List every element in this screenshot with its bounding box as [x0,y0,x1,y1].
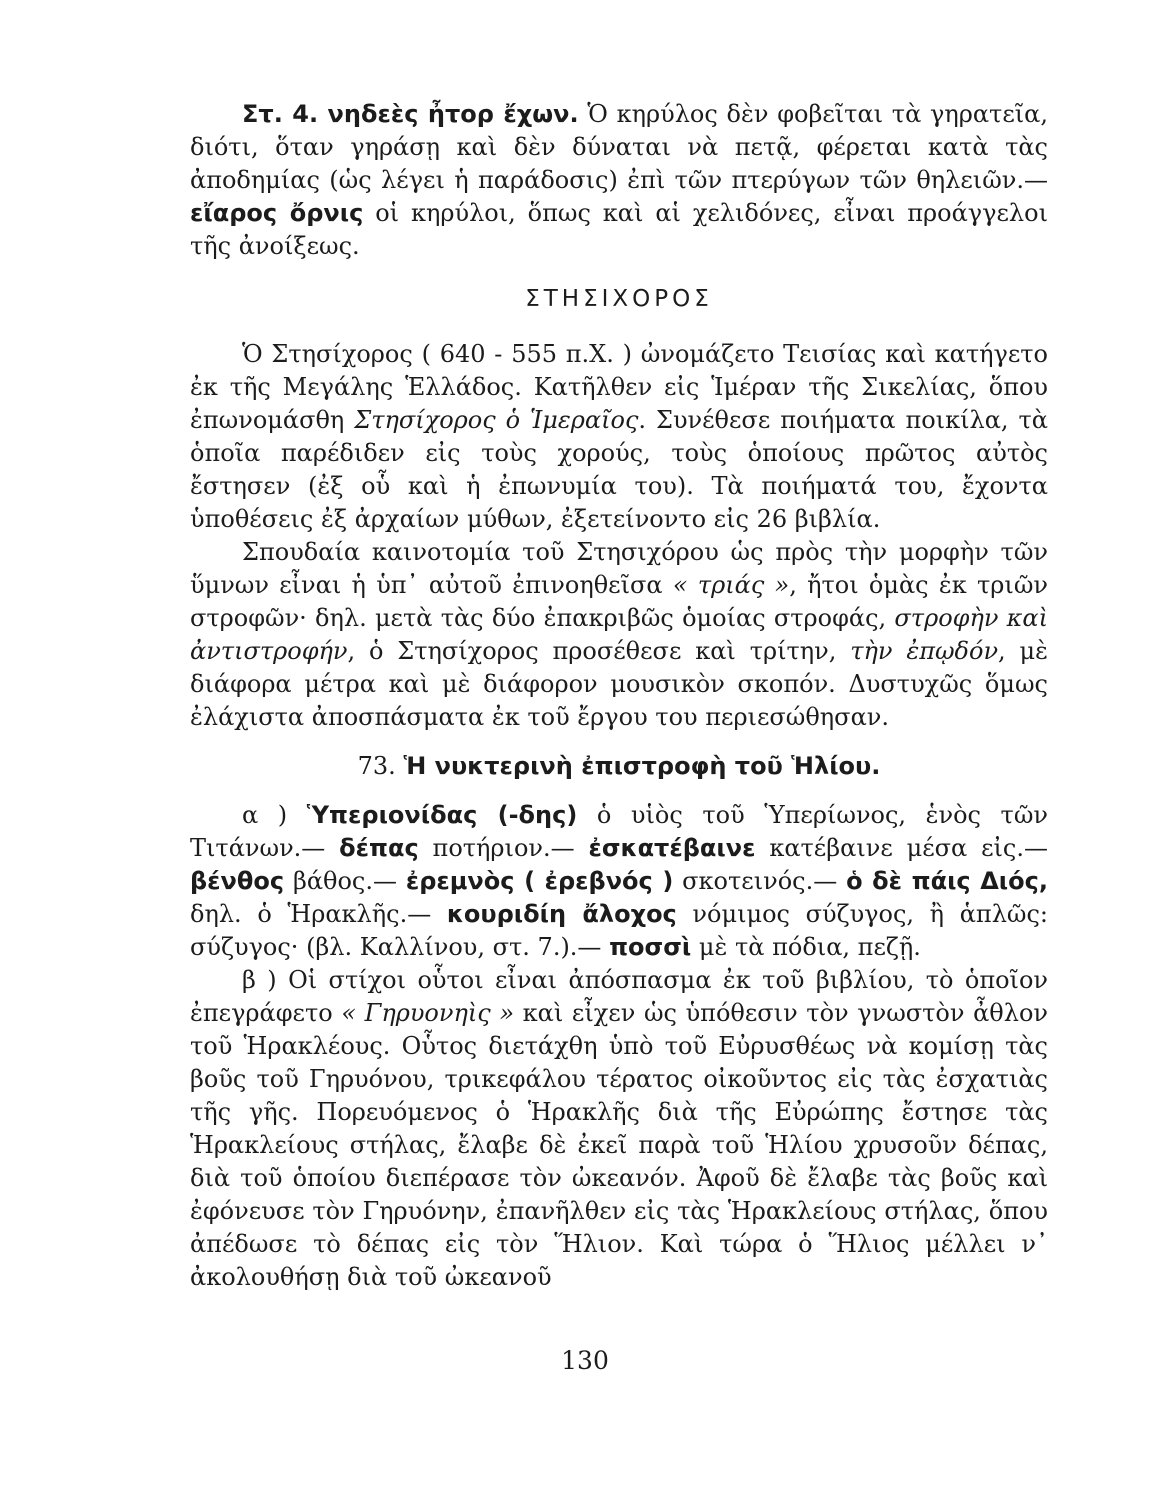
note-label-beta: β ) [242,966,277,994]
paragraph-text: Ὁ Στησίχορος ( 640 - 555 π.Χ. ) ὠνομάζετο Τεισίας καὶ κατήγετο ἐκ τῆς Μεγάλης Ἑλλάδος. Κατῆλθεν εἰς Ἱμέραν τῆς Σικελίας, ὅπου ἐπωνομάσθη [190,340,1048,434]
gloss: ποτήριον.— [418,834,589,862]
paragraph-text: καὶ εἶχεν ὡς ὑπόθεσιν τὸν γνωστὸν ἆθλον τοῦ Ἡρακλέους. Οὗτος διετάχθη ὑπὸ τοῦ Εὐρυσθέως νὰ κομίσῃ τὰς βοῦς τοῦ Γηρυόνου, τρικεφάλου τέρατος οἰκοῦντος εἰς τὰς ἐσχατιὰς τῆς γῆς. Πορευόμενος ὁ Ἡρακλῆς διὰ τῆς Εὐρώπης ἔστησε τὰς Ἡρακλείους στήλας, ἔλαβε δὲ ἐκεῖ παρὰ τοῦ Ἡλίου χρυσοῦν δέπας, διὰ τοῦ ὁποίου διεπέρασε τὸν ὠκεανόν. Ἀφοῦ δὲ ἔλαβε τὰς βοῦς καὶ ἐφόνευσε τὸν Γηρυόνην, ἐπανῆλθεν εἰς τὰς Ἡρακλείους στήλας, ὅπου ἀπέδωσε τὸ δέπας εἰς τὸν Ἥλιον. Καὶ τώρα ὁ Ἥλιος μέλλει ν᾿ ἀκολουθήσῃ διὰ τοῦ ὠκεανοῦ [190,999,1048,1291]
section-title: Ἡ νυκτερινὴ ἐπιστροφὴ τοῦ Ἡλίου. [403,752,881,780]
gloss: δηλ. ὁ Ἡρακλῆς.— [190,900,447,928]
gloss: σκοτεινός.— [673,867,847,895]
gloss: μὲ τὰ πόδια, πεζῇ. [691,933,921,961]
stesichorus-paragraph-2 [190,536,1048,734]
lemma: βένθος [190,867,285,895]
lemma: ποσσὶ [609,933,692,961]
lemma-earos-ornis: εἴαρος ὄρνις [190,199,364,227]
italic-term-epode: τὴν ἐπῳδόν [850,637,999,665]
note-label-alpha: α ) [242,801,288,829]
stesichorus-paragraph-1 [190,338,1048,536]
lemma: κουριδίη ἄλοχος [446,900,677,928]
stesichorus-heading: ΣΤΗΣΙΧΟΡΟΣ [525,286,713,312]
gloss: νόμιμος σύζυγος, ἢ ἁπλῶς: σύζυγος· (βλ. Καλλίνου, στ. 7.).— [190,900,1048,961]
note-beta [190,964,1048,1294]
paragraph-text: Σπουδαία καινοτομία τοῦ Στησιχόρου ὡς πρὸς τὴν μορφὴν τῶν ὕμνων εἶναι ἡ ὑπ᾿ αὐτοῦ ἐπινοηθεῖσα [190,538,1048,599]
gloss: κατέβαινε μέσα εἰς.— [755,834,1048,862]
note-alpha [190,799,1048,964]
gloss: ὁ υἱὸς τοῦ Ὑπερίωνος, ἑνὸς τῶν Τιτάνων.— [190,801,1048,862]
italic-epithet: Στησίχορος ὁ Ἱμεραῖος [354,406,639,434]
italic-term-strophe: στροφὴν καὶ ἀντιστροφήν [190,604,1049,665]
paragraph-text: , ἤτοι ὁμὰς ἐκ τριῶν στροφῶν· δηλ. μετὰ τὰς δύο ἐπακριβῶς ὁμοίας στροφάς, [190,571,1048,632]
note-text: οἱ κηρύλοι, ὅπως καὶ αἱ χελιδόνες, εἶναι προάγγελοι τῆς ἀνοίξεως. [190,199,1049,260]
note-verse-4 [190,98,1048,263]
note-text: Ὁ κηρύλος δὲν φοβεῖται τὰ γηρατεῖα, διότι, ὅταν γηράσῃ καὶ δὲν δύναται νὰ πετᾷ, φέρεται κατὰ τὰς ἀποδημίας (ὡς λέγει ἡ παράδοσις) ἐπὶ τῶν πτερύγων τῶν θηλειῶν.— [190,100,1048,194]
lemma: ἐσκατέβαινε [588,834,756,862]
paragraph-text: . Συνέθεσε ποιήματα ποικίλα, τὰ ὁποῖα παρέδιδεν εἰς τοὺς χορούς, τοὺς ὁποίους πρῶτος αὐτὸς ἔστησεν (ἐξ οὗ καὶ ἡ ἐπωνυμία του). Τὰ ποιήματά του, ἔχοντα ὑποθέσεις ἐξ ἀρχαίων μύθων, ἐξετείνοντο εἰς 26 βιβλία. [190,406,1048,533]
gloss: βάθος.— [284,867,406,895]
italic-title-geryoneis: « Γηρυονηὶς » [341,999,514,1027]
lemma: ἐρεμνὸς ( ἐρεβνός ) [405,867,674,895]
section-number: 73. [357,752,396,780]
page-body [190,98,1048,1294]
italic-term-trias: « τριάς » [672,571,790,599]
page-number: 130 [561,1346,609,1375]
paragraph-text: , μὲ διάφορα μέτρα καὶ μὲ διάφορον μουσικὸν σκοπόν. Δυστυχῶς ὅμως ἐλάχιστα ἀποσπάσματα ἐκ τοῦ ἔργου του περιεσώθησαν. [190,637,1048,731]
lemma: ὁ δὲ πάις Διός, [846,867,1048,895]
lemma: δέπας [339,834,419,862]
section-73-heading [190,750,1048,783]
lemma: Ὑπεριονίδας (-δης) [306,801,578,829]
paragraph-text: Οἱ στίχοι οὗτοι εἶναι ἀπόσπασμα ἐκ τοῦ βιβλίου, τὸ ὁποῖον ἐπεγράφετο [190,966,1049,1027]
paragraph-text: , ὁ Στησίχορος προσέθεσε καὶ τρίτην, [347,637,851,665]
lemma-nedees-etor: Στ. 4. νηδεὲς ἦτορ ἔχων. [242,100,579,128]
